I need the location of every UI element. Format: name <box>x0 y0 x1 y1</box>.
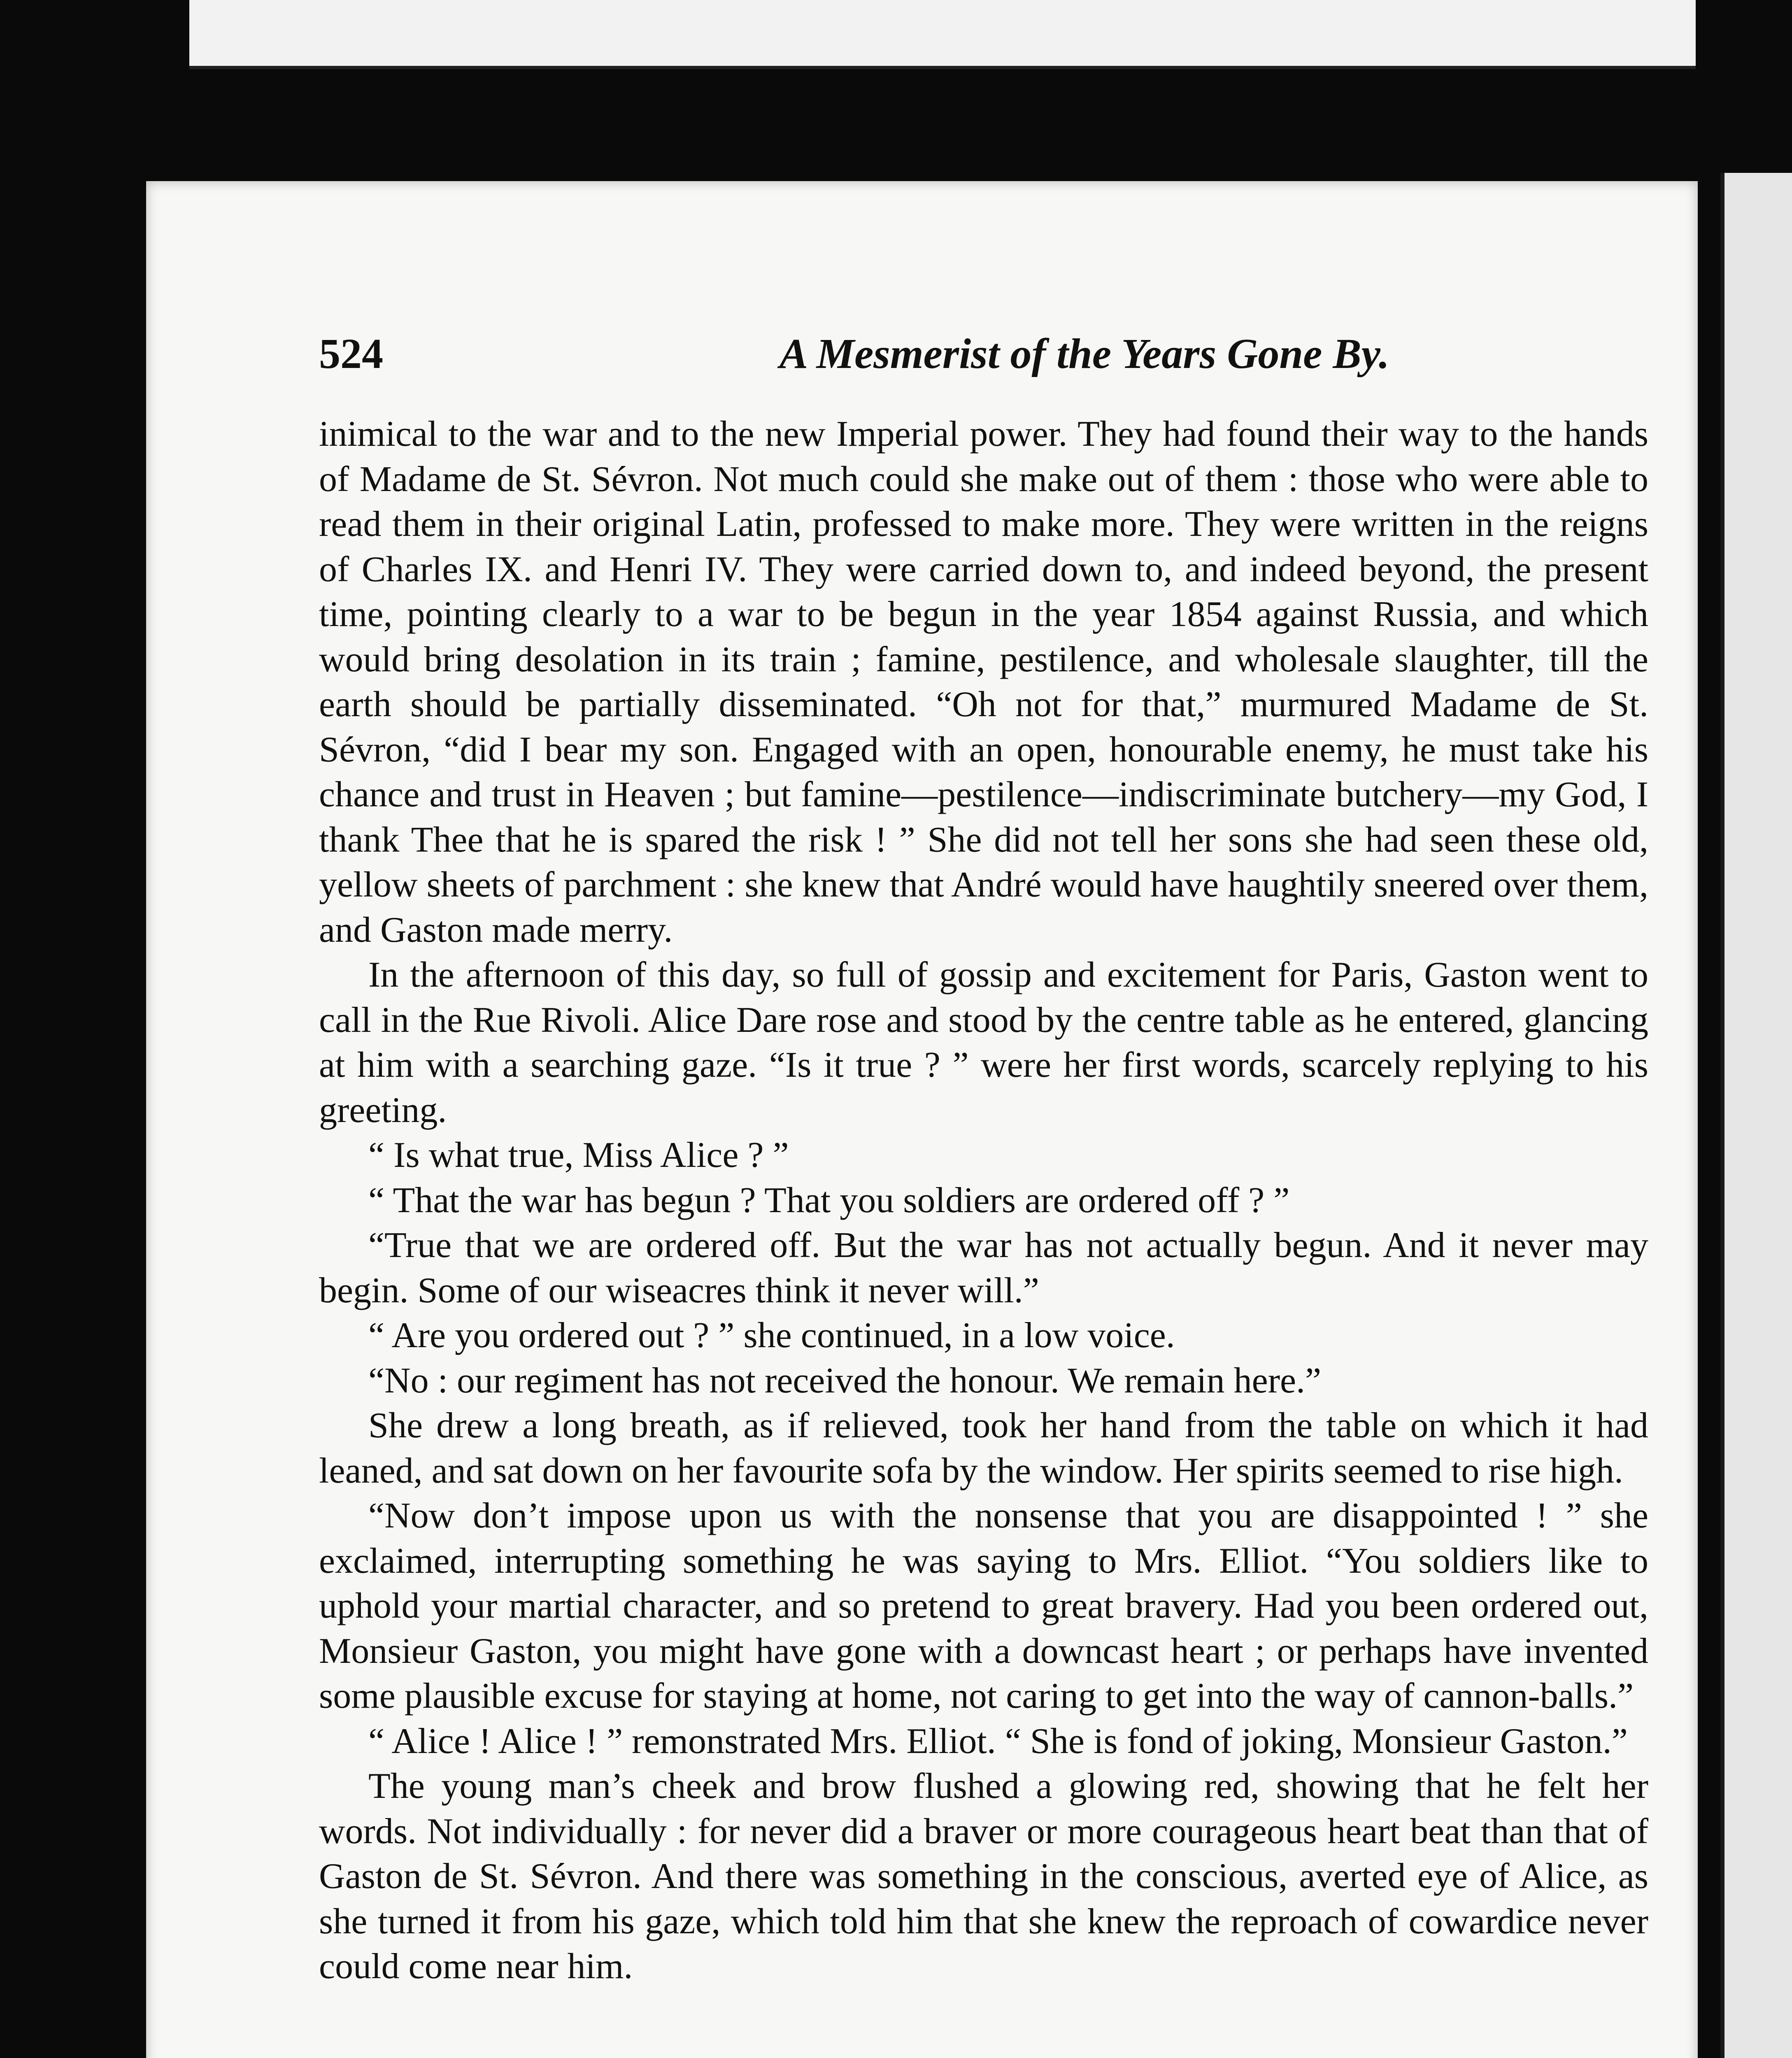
paragraph: “Now don’t impose upon us with the nonsense that you are disappointed ! ” she exclaimed, interrupting something he was saying to Mrs. Elliot. “You soldiers like to uphold your martial character, and so pretend to great bravery. Had you been ordered out, Monsieur Gaston, you might have gone with a downcast heart ; or perhaps have invented some plausible excuse for staying at home, not caring to get into the way of cannon-balls.” <box>319 1496 1648 1716</box>
running-title: A Mesmerist of the Years Gone By. <box>779 330 1390 377</box>
paragraph: “ Alice ! Alice ! ” remonstrated Mrs. Elliot. “ She is fond of joking, Monsieur Gaston.” <box>368 1721 1628 1761</box>
paragraph: “True that we are ordered off. But the war has not actually begun. And it never may begin. Some of our wiseacres think it never will.” <box>319 1225 1648 1311</box>
paragraph: In the afternoon of this day, so full of gossip and excitement for Paris, Gaston went to call in the Rue Rivoli. Alice Dare rose and stood by the centre table as he entered, glancing at him with a searching gaze. “Is it true ? ” were her first words, scarcely replying to his greeting. <box>319 955 1648 1130</box>
body-text <box>319 412 1648 1989</box>
paragraph: “ Are you ordered out ? ” she continued, in a low voice. <box>368 1315 1175 1355</box>
paragraph: She drew a long breath, as if relieved, took her hand from the table on which it had leaned, and sat down on her favourite sofa by the window. Her spirits seemed to rise high. <box>319 1406 1648 1491</box>
paragraph: “No : our regiment has not received the honour. We remain here.” <box>368 1360 1322 1401</box>
paragraph: “ That the war has begun ? That you soldiers are ordered off ? ” <box>368 1180 1290 1220</box>
adjacent-page-edge <box>1720 173 1792 2058</box>
paragraph: “ Is what true, Miss Alice ? ” <box>368 1135 789 1175</box>
page-header <box>319 329 1648 395</box>
previous-page-edge <box>189 0 1696 69</box>
book-page <box>146 181 1698 2058</box>
paragraph: inimical to the war and to the new Imperial power. They had found their way to the hands of Madame de St. Sévron. Not much could she make out of them : those who were able to read them in their original Latin, professed to make more. They were written in the reigns of Charles IX. and Henri IV. They were carried down to, and indeed beyond, the present time, pointing clearly to a war to be begun in the year 1854 against Russia, and which would bring desolation in its train ; famine, pestilence, and wholesale slaughter, till the earth should be partially disseminated. “Oh not for that,” murmured Madame de St. Sévron, “did I bear my son. Engaged with an open, honourable enemy, he must take his chance and trust in Heaven ; but famine—pestilence—indiscriminate butchery—my God, I thank Thee that he is spared the risk ! ” She did not tell her sons she had seen these old, yellow sheets of parchment : she knew that André would have haughtily sneered over them, and Gaston made merry. <box>319 414 1648 950</box>
paragraph: The young man’s cheek and brow flushed a glowing red, showing that he felt her words. Not individually : for never did a braver or more courageous heart beat than that of Gaston de St. Sévron. And there was something in the conscious, averted eye of Alice, as she turned it from his gaze, which told him that she knew the reproach of cowardice never could come near him. <box>319 1766 1648 1986</box>
page-number: 524 <box>319 330 383 377</box>
